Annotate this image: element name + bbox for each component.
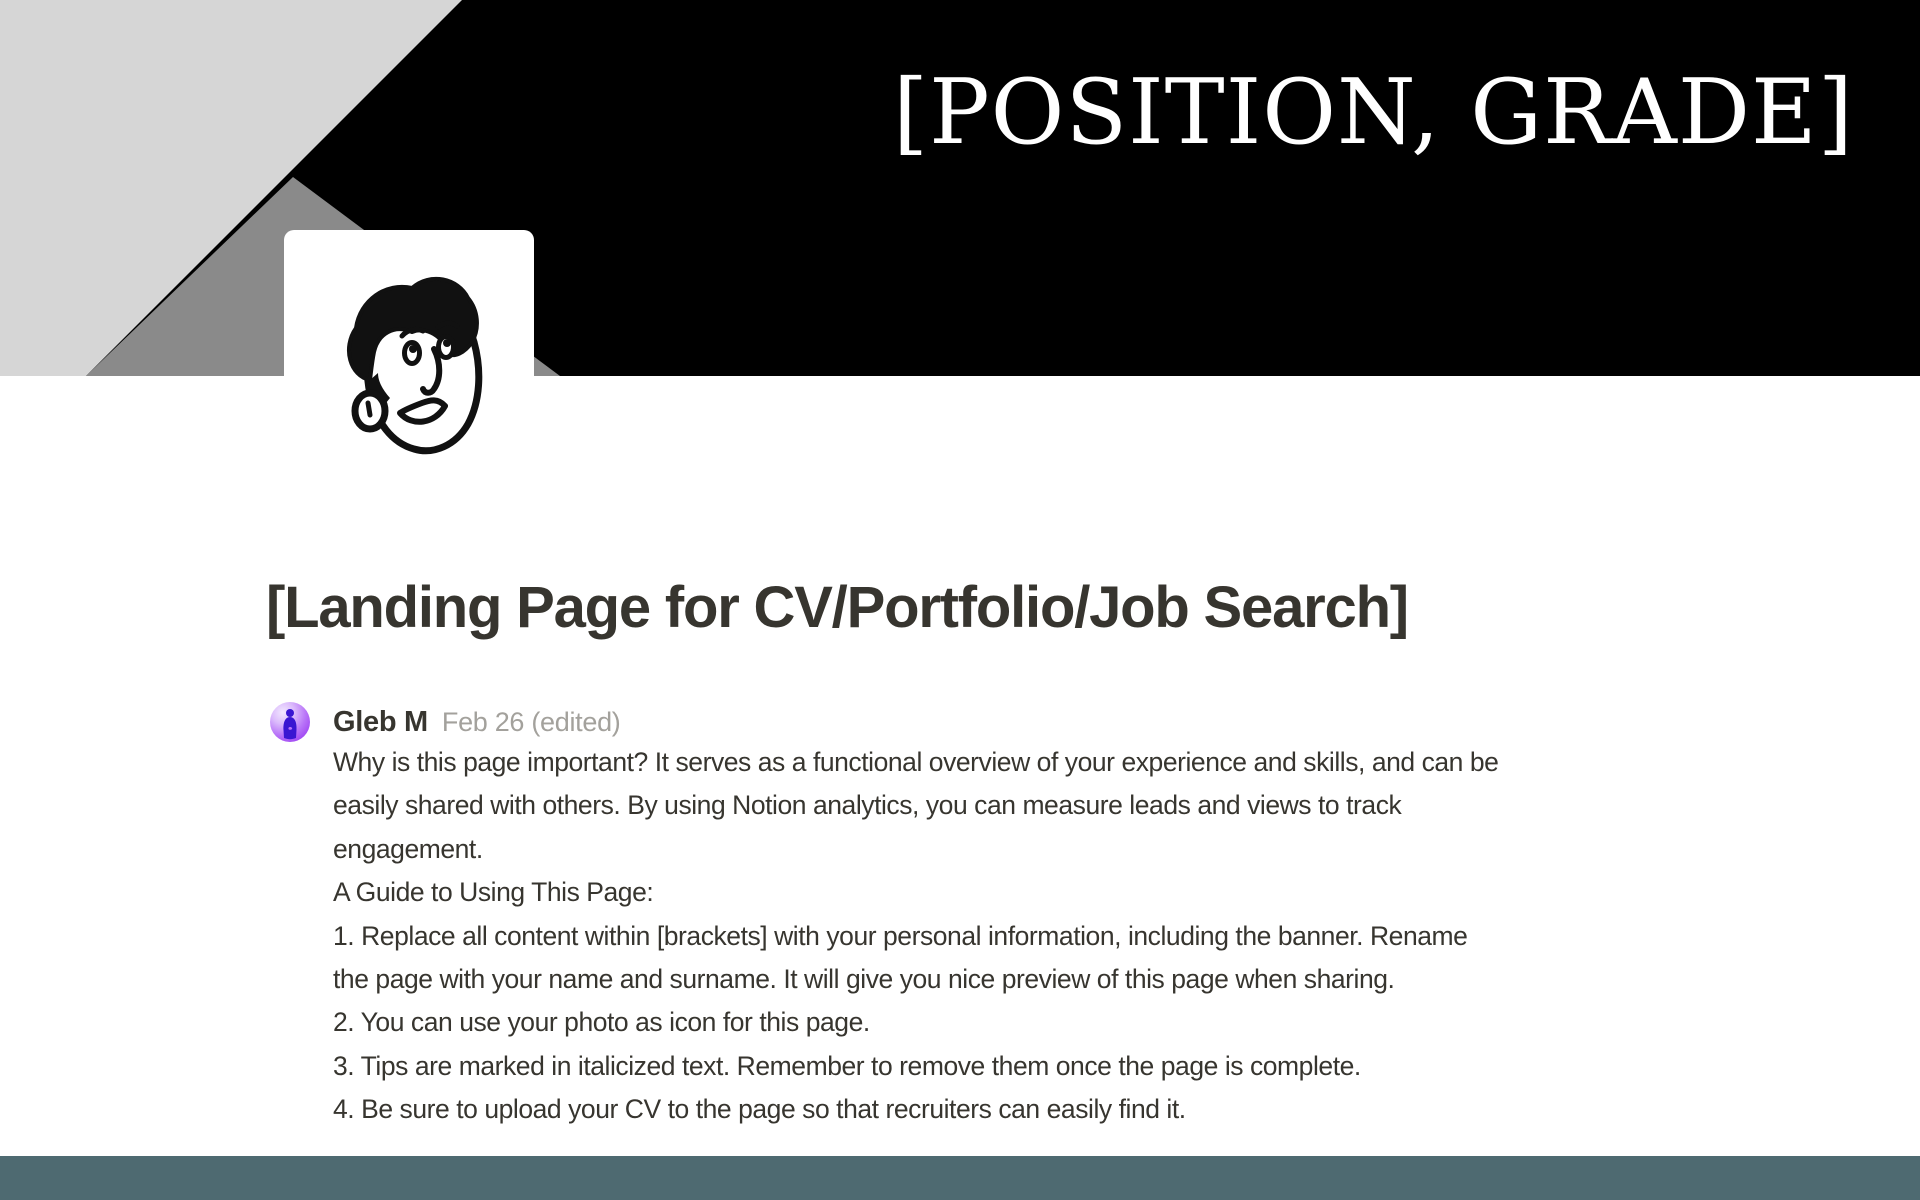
author-name: Gleb M <box>333 705 428 738</box>
comment-line[interactable]: Why is this page important? It serves as a functional overview of your experience and skills, and can be <box>333 747 1499 777</box>
banner-position-title: [POSITION, GRADE] <box>893 60 1854 165</box>
comment-line[interactable]: 4. Be sure to upload your CV to the page so that recruiters can easily find it. <box>333 1094 1186 1125</box>
comment-line[interactable]: 2. You can use your photo as icon for this page. <box>333 1007 870 1038</box>
comment-line[interactable]: 3. Tips are marked in italicized text. Remember to remove them once the page is complete. <box>333 1050 1361 1081</box>
edit-date: Feb 26 (edited) <box>441 706 621 737</box>
comment-line[interactable]: easily shared with others. By using Notion analytics, you can measure leads and views to track <box>333 790 1402 821</box>
man-face-icon <box>284 230 534 480</box>
next-section-banner <box>0 1156 1920 1200</box>
comment-line[interactable]: engagement. <box>333 833 483 864</box>
page-icon[interactable] <box>284 230 534 480</box>
comment-line[interactable]: 1. Replace all content within [brackets] with your personal information, including the banner. Rename <box>333 920 1468 951</box>
comment-line[interactable]: A Guide to Using This Page: <box>333 877 654 908</box>
comment-line[interactable]: the page with your name and surname. It will give you nice preview of this page when sharing. <box>333 964 1395 995</box>
comment-paragraph[interactable] <box>333 741 1733 1132</box>
page-title[interactable]: [Landing Page for CV/Portfolio/Job Search] <box>266 575 1408 640</box>
byline <box>270 702 620 742</box>
person-silhouette-icon <box>270 702 310 742</box>
author-avatar <box>270 702 310 742</box>
